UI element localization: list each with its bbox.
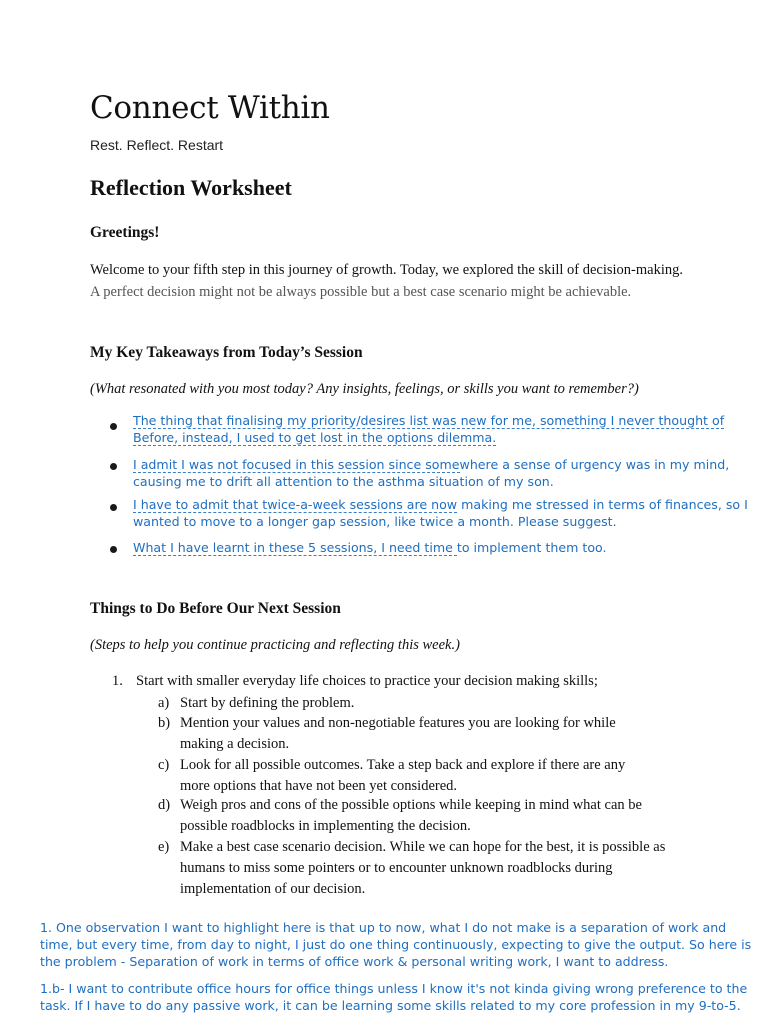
subitem-text: Look for all possible outcomes. Take a step back and explore if there are any more options that have not been yet considered. (180, 757, 626, 794)
todo-hint: (Steps to help you continue practicing and reflecting this week.) (90, 637, 460, 653)
takeaway-text[interactable] (133, 457, 753, 490)
takeaways-heading: My Key Takeaways from Today’s Session (90, 344, 363, 361)
takeaway-text[interactable] (133, 413, 753, 446)
plain-text: making me stressed in terms of finances, so I wanted to move to a longer gap session, like twice a month. Please suggest. (133, 497, 748, 529)
worksheet-title: Reflection Worksheet (90, 175, 292, 200)
takeaway-text[interactable] (133, 540, 753, 557)
subitem-letter: e) (158, 839, 170, 855)
comment-note[interactable]: 1.b- I want to contribute office hours for office things unless I know it's not kinda giving wrong preference to the task. If I have to do any passive work, it can be learning some skills related to my core profession in my 9-to-5. (40, 981, 748, 1013)
bullet-icon (110, 546, 117, 553)
todo-main-item (112, 673, 598, 690)
subitem-letter: b) (158, 715, 171, 731)
brand-title: Connect Within (90, 90, 330, 126)
todo-heading: Things to Do Before Our Next Session (90, 600, 341, 617)
subitem-letter: d) (158, 797, 171, 813)
greeting-heading: Greetings! (90, 224, 160, 241)
takeaway-text[interactable] (133, 497, 753, 530)
subitem-text: Start by defining the problem. (180, 695, 355, 711)
brand-tagline: Rest. Reflect. Restart (90, 137, 224, 153)
intro-muted-text: A perfect decision might not be always possible but a best case scenario might be achievable. (90, 284, 632, 300)
todo-main-text: Start with smaller everyday life choices to practice your decision making skills; (136, 673, 598, 689)
highlighted-text: What I have learnt in these 5 sessions, I need time (133, 540, 457, 555)
highlighted-text: I admit I was not focused in this session since some (133, 457, 460, 472)
subitem-text: Mention your values and non-negotiable features you are looking for while making a decision. (180, 715, 616, 752)
highlighted-text: I have to admit that twice-a-week sessions are now (133, 497, 458, 512)
highlighted-text: The thing that finalising my priority/desires list was new for me, something I never thought of Before, instead, I used to get lost in the options dilemma. (133, 413, 725, 445)
bullet-icon (110, 463, 117, 470)
subitem-text: Weigh pros and cons of the possible options while keeping in mind what can be possible roadblocks in implementing the decision. (180, 797, 642, 834)
plain-text: to implement them too. (456, 540, 607, 555)
intro-paragraph (90, 259, 690, 303)
takeaways-hint: (What resonated with you most today? Any insights, feelings, or skills you want to remember?) (90, 381, 639, 397)
subitem-letter: a) (158, 695, 170, 711)
comment-note[interactable]: 1. One observation I want to highlight here is that up to now, what I do not make is a separation of work and time, but every time, from day to night, I just do one thing continuously, expecting to give the output. So here is the problem - Separation of work in terms of office work & personal writing work, I want to address. (40, 920, 752, 969)
bullet-icon (110, 423, 117, 430)
intro-main-text: Welcome to your fifth step in this journey of growth. Today, we explored the skill of decision-making. (90, 262, 683, 278)
bullet-icon (110, 504, 117, 511)
subitem-letter: c) (158, 757, 170, 773)
plain-text: where a sense of urgency was in my mind, causing me to drift all attention to the asthma situation of my son. (133, 457, 730, 489)
item-number: 1. (112, 673, 123, 689)
subitem-text: Make a best case scenario decision. While we can hope for the best, it is possible as humans to miss some pointers or to encounter unknown roadblocks during implementation of our decision. (180, 839, 666, 897)
